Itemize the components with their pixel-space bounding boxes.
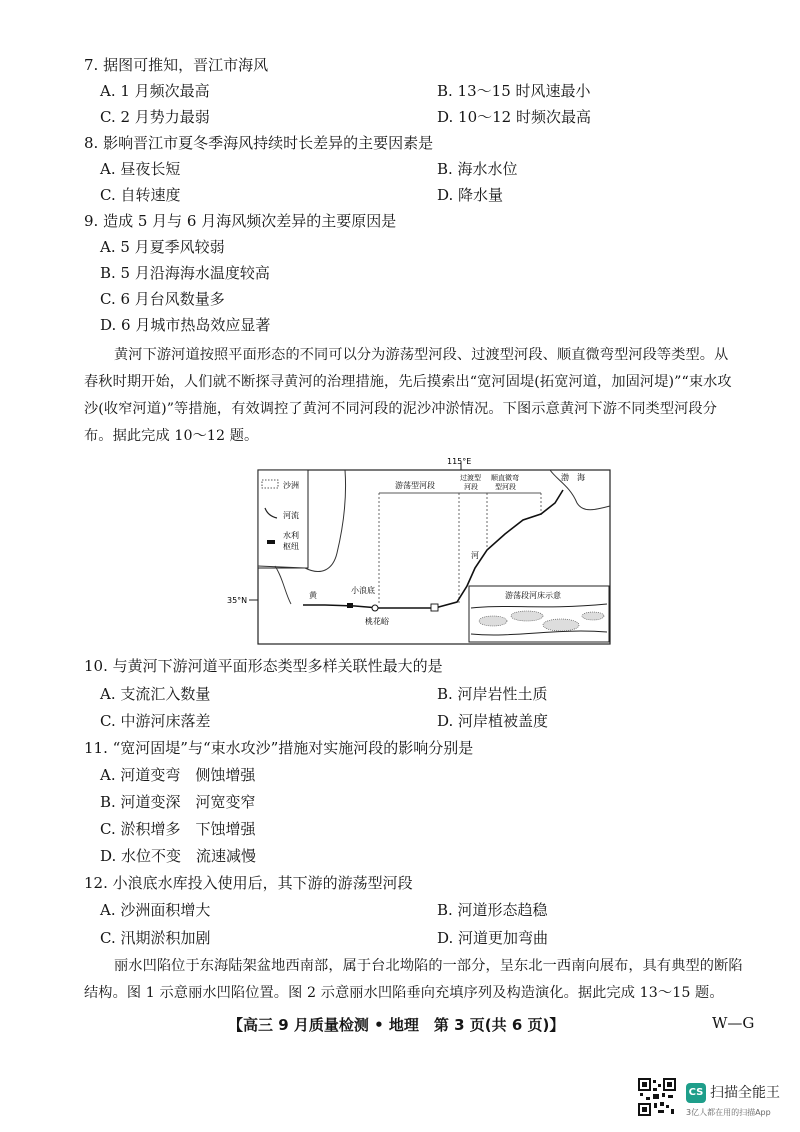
q9-stem: 9. 造成 5 月与 6 月海风频次差异的主要原因是	[84, 212, 397, 230]
place-taohuayu: 桃花峪	[365, 617, 389, 626]
paper-code: W—G	[712, 1014, 755, 1032]
passage1-line4: 布。据此完成 10～12 题。	[84, 428, 259, 444]
q7-stem: 7. 据图可推知，晋江市海风	[84, 56, 269, 74]
q8-option-b: B. 海水水位	[437, 160, 518, 178]
taohuayu-point	[372, 605, 378, 611]
q8-stem: 8. 影响晋江市夏冬季海风持续时长差异的主要因素是	[84, 134, 434, 152]
inset-locator-box	[431, 604, 438, 611]
q7-option-c: C. 2 月势力最弱	[100, 108, 210, 126]
yellow-river-map	[225, 458, 615, 648]
q11-stem: 11. “宽河固堤”与“束水攻沙”措施对实施河段的影响分别是	[84, 739, 474, 757]
inset-sandbar-3	[543, 619, 579, 631]
river-char-huang: 黄	[309, 591, 317, 600]
q10-option-b: B. 河岸岩性土质	[437, 685, 548, 703]
q11-option-a: A. 河道变弯 侧蚀增强	[100, 766, 256, 784]
legend-dam-swatch	[267, 540, 275, 544]
q8-option-c: C. 自转速度	[100, 186, 181, 204]
xiaolangdi-dam-marker	[347, 603, 353, 608]
q7-option-b: B. 13～15 时风速最小	[437, 82, 591, 100]
qr-code-icon	[638, 1078, 676, 1116]
q12-option-a: A. 沙洲面积增大	[100, 901, 211, 919]
inset-sandbar-4	[582, 612, 604, 620]
passage1-line1: 黄河下游河道按照平面形态的不同可以分为游荡型河段、过渡型河段、顺直微弯型河段等类型。从	[114, 347, 729, 363]
section-wandering-label: 游荡型河段	[395, 481, 435, 490]
q9-option-a: A. 5 月夏季风较弱	[100, 238, 225, 256]
q10-option-c: C. 中游河床落差	[100, 712, 211, 730]
tributary-line	[275, 566, 291, 604]
q10-option-a: A. 支流汇入数量	[100, 685, 211, 703]
passage1-line2: 春秋时期开始，人们就不断探寻黄河的治理措施，先后摸索出“宽河固堤(拓宽河道，加固河堤)”“束水攻	[84, 374, 732, 390]
q8-option-a: A. 昼夜长短	[100, 160, 181, 178]
lat-label: 35°N	[227, 596, 248, 605]
q12-option-d: D. 河道更加弯曲	[437, 929, 549, 947]
passage2-line2: 结构。图 1 示意丽水凹陷位置。图 2 示意丽水凹陷垂向充填序列及构造演化。据此完成 13～15 题。	[84, 985, 724, 1001]
q11-option-d: D. 水位不变 流速减慢	[100, 847, 257, 865]
q11-option-c: C. 淤积增多 下蚀增强	[100, 820, 256, 838]
q11-option-b: B. 河道变深 河宽变窄	[100, 793, 256, 811]
inset-title: 游荡段河床示意	[505, 591, 561, 600]
section-straight-label-1: 顺直微弯	[491, 474, 519, 482]
q9-option-d: D. 6 月城市热岛效应显著	[100, 316, 271, 334]
q10-option-d: D. 河岸植被盖度	[437, 712, 549, 730]
sea-label: 渤 海	[561, 473, 585, 482]
q7-option-d: D. 10～12 时频次最高	[437, 108, 591, 126]
q9-option-c: C. 6 月台风数量多	[100, 290, 225, 308]
q12-stem: 12. 小浪底水库投入使用后，其下游的游荡型河段	[84, 874, 413, 892]
camscanner-slogan: 3亿人都在用的扫描App	[686, 1108, 771, 1117]
legend-sandbar-label: 沙洲	[283, 481, 299, 490]
inset-sandbar-1	[479, 616, 507, 626]
passage2-line1: 丽水凹陷位于东海陆架盆地西南部，属于台北坳陷的一部分，呈东北一西南向展布，具有典型的断陷	[114, 958, 743, 974]
q8-option-d: D. 降水量	[437, 186, 504, 204]
river-char-he: 河	[471, 551, 479, 560]
q12-option-c: C. 汛期淤积加剧	[100, 929, 211, 947]
camscanner-logo: CS	[686, 1083, 706, 1103]
q7-option-a: A. 1 月频次最高	[100, 82, 210, 100]
lon-label: 115°E	[447, 458, 472, 466]
section-straight-label-2: 型河段	[495, 483, 516, 491]
q10-stem: 10. 与黄河下游河道平面形态类型多样关联性最大的是	[84, 657, 443, 675]
section-transition-label-2: 河段	[464, 483, 478, 491]
q12-option-b: B. 河道形态趋稳	[437, 901, 548, 919]
legend-dam-label-1: 水利	[283, 531, 299, 540]
legend-sandbar-swatch	[262, 480, 278, 488]
q9-option-b: B. 5 月沿海海水温度较高	[100, 264, 270, 282]
passage1-line3: 沙(收窄河道)”等措施，有效调控了黄河不同河段的泥沙冲淤情况。下图示意黄河下游不同类型河段分	[84, 401, 717, 417]
legend-dam-label-2: 枢纽	[283, 542, 299, 551]
place-xiaolangdi: 小浪底	[351, 586, 375, 595]
legend-river-label: 河流	[283, 511, 299, 520]
camscanner-name: 扫描全能王	[710, 1085, 780, 1101]
page-footer: 【高三 9 月质量检测 • 地理 第 3 页(共 6 页)】	[228, 1016, 565, 1034]
section-transition-label-1: 过渡型	[460, 474, 481, 482]
inset-sandbar-2	[511, 611, 543, 621]
